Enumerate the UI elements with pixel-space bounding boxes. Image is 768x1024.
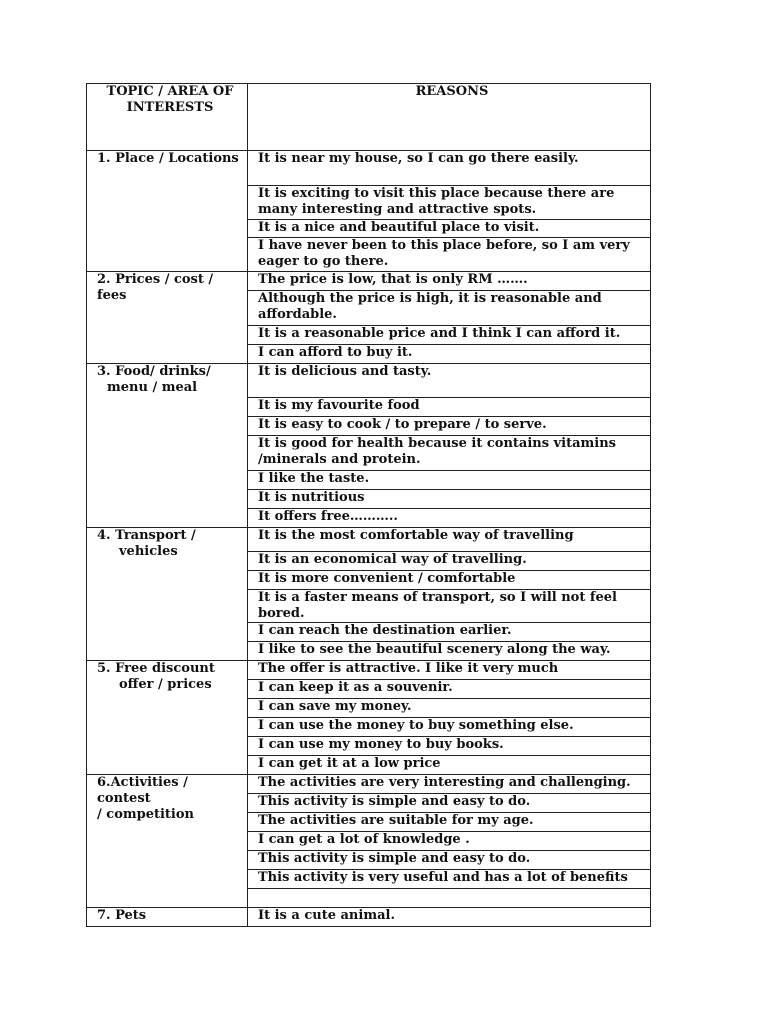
reason-cell: I can use my money to buy books. [248,737,651,756]
reason-cell: I can keep it as a souvenir. [248,680,651,699]
reason-cell: I like the taste. [248,471,651,490]
topic-cell [87,661,248,775]
reason-cell: It is good for health because it contains vitamins /minerals and protein. [248,436,651,471]
topic-cell [87,272,248,364]
reason-cell: The activities are very interesting and challenging. [248,775,651,794]
header-reasons: REASONS [248,84,651,151]
reason-cell: The price is low, that is only RM ……. [248,272,651,291]
reason-cell: It is a faster means of transport, so I will not feel bored. [248,590,651,623]
reason-cell: It is a cute animal. [248,908,651,927]
reason-cell: I can get it at a low price [248,756,651,775]
reason-cell: It is the most comfortable way of travelling [248,528,651,552]
header-topic: TOPIC / AREA OF INTERESTS [87,84,248,151]
reason-cell: The activities are suitable for my age. [248,813,651,832]
reason-cell: I have never been to this place before, so I am very eager to go there. [248,238,651,272]
reason-cell: It offers free……….. [248,509,651,528]
reason-cell: I can get a lot of knowledge . [248,832,651,851]
reason-cell: It is a nice and beautiful place to visit. [248,220,651,238]
topic-cell [87,364,248,528]
reason-cell: Although the price is high, it is reasonable and affordable. [248,291,651,326]
table-row [87,272,651,291]
reason-cell: I can afford to buy it. [248,345,651,364]
topic-label: 2. Prices / cost / fees [97,272,214,303]
topic-label: 5. Free discount [97,661,215,676]
table-row [87,364,651,398]
reason-cell: It is nutritious [248,490,651,509]
topic-label: 3. Food/ drinks/ [97,364,211,379]
topic-cell [87,151,248,272]
topic-label: 1. Place / Locations [97,151,239,166]
reason-cell: This activity is very useful and has a lot of benefits [248,870,651,889]
header-row [87,84,651,151]
table-row [87,775,651,794]
topic-label: vehicles [119,544,178,559]
topic-label: menu / meal [107,380,198,395]
reason-cell: It is my favourite food [248,398,651,417]
reason-cell: This activity is simple and easy to do. [248,851,651,870]
table-row [87,528,651,552]
reason-cell: I can use the money to buy something else. [248,718,651,737]
reason-cell: It is an economical way of travelling. [248,552,651,571]
reason-cell: I can save my money. [248,699,651,718]
reason-cell: I can reach the destination earlier. [248,623,651,642]
topic-label: 6.Activities / contest [97,775,188,806]
topic-cell [87,528,248,661]
topic-cell [87,775,248,908]
topic-label: offer / prices [119,677,212,692]
topic-label: / competition [97,807,194,822]
reason-cell: It is delicious and tasty. [248,364,651,398]
topic-label: 4. Transport / [97,528,196,543]
topic-cell [87,908,248,927]
reason-cell: It is easy to cook / to prepare / to serve. [248,417,651,436]
table-row [87,151,651,186]
reason-cell: The offer is attractive. I like it very much [248,661,651,680]
table-row [87,908,651,927]
reason-cell: It is more convenient / comfortable [248,571,651,590]
reason-cell: It is a reasonable price and I think I can afford it. [248,326,651,345]
table-row [87,661,651,680]
reason-cell: I like to see the beautiful scenery along the way. [248,642,651,661]
reason-cell: It is near my house, so I can go there easily. [248,151,651,186]
reason-cell: It is exciting to visit this place because there are many interesting and attractive spots. [248,186,651,220]
reason-cell: This activity is simple and easy to do. [248,794,651,813]
reason-cell [248,889,651,908]
topic-label: 7. Pets [97,908,147,923]
reasons-table [86,83,651,927]
